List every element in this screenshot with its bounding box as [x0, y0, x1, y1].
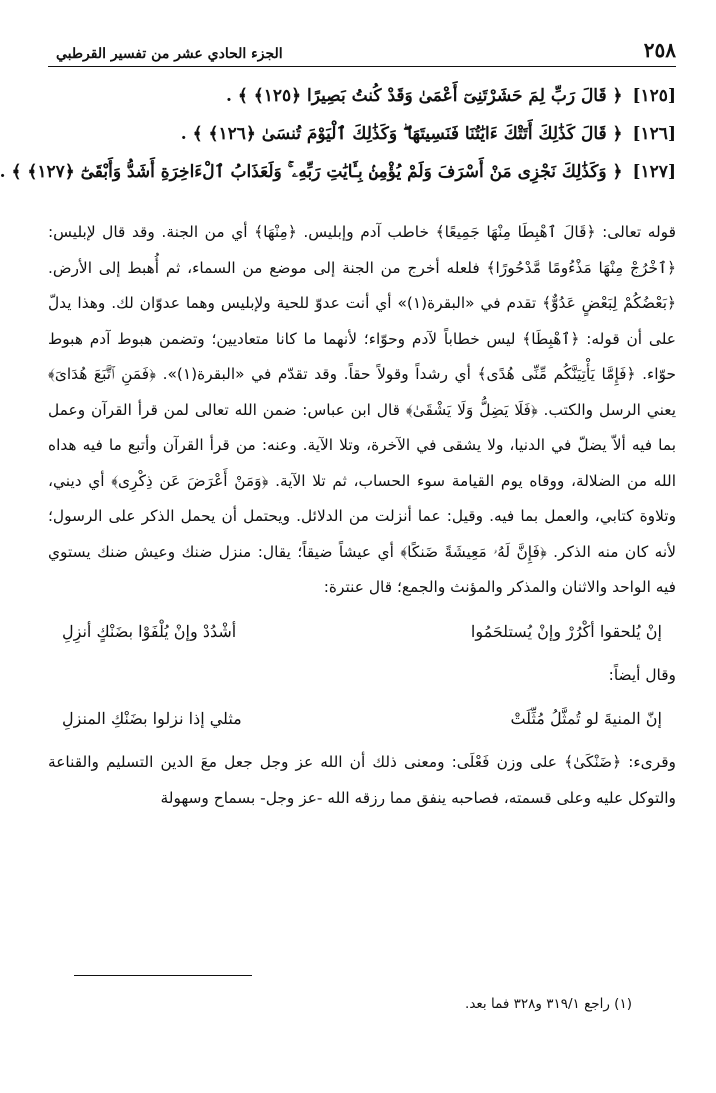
verse-text: ﴿ وَكَذَٰلِكَ نَجْزِى مَنْ أَسْرَفَ وَلَمْ يُؤْمِنۢ بِـَٔايَٰتِ رَبِّهِۦ ۚ وَلَعَذَابُ ٱلْءَاخِرَةِ أَشَدُّ وَأَبْقَىٰٓ ﴿١٢٧﴾ ﴾ . [0, 162, 623, 182]
verse-text: ﴿ قَالَ رَبِّ لِمَ حَشَرْتَنِىٓ أَعْمَىٰ وَقَدْ كُنتُ بَصِيرًا ﴿١٢٥﴾ ﴾ . [226, 86, 623, 106]
poem-hemistich-right: إنّ المنيةَ لو تُمثَّلُ مُثِّلَتْ [510, 709, 662, 728]
poem-hemistich-left: أشْدُدْ وإنْ يُلْفَوْا بضَنْكٍ أنزِلِ [62, 621, 237, 641]
verse-125 [48, 77, 676, 115]
verse-number: [١٢٦] [632, 124, 676, 144]
page [0, 38, 677, 816]
verse-text: ﴿ قَالَ كَذَٰلِكَ أَتَتْكَ ءَايَٰتُنَا فَنَسِيتَهَا ۖ وَكَذَٰلِكَ ٱلْيَوْمَ تُنسَىٰ ﴿١٢٦﴾ ﴾ . [180, 124, 623, 144]
poem-hemistich-right: إنْ يُلحقوا أكْرُرْ وإنْ يُستلحَمُوا [470, 621, 662, 641]
poem-verse-antara [48, 612, 676, 652]
verse-127 [0, 153, 676, 191]
verse-number: [١٢٧] [632, 162, 676, 182]
footnote: (١) راجع ٣١٩/١ و٣٢٨ فما بعد. [465, 996, 632, 1012]
connector-text: وقال أيضاً: [608, 665, 676, 684]
verses-block [0, 77, 676, 191]
verse-126 [48, 115, 676, 153]
verse-number: [١٢٥] [632, 86, 676, 106]
closing-paragraph: وقرىء: ﴿ضَنْكَىٰ﴾ على وزن فَعْلَى: ومعنى ذلك أن الله عز وجل جعل معَ الدين التسليم والقناعة والتوكل عليه وعلى قسمته، فصاحبه ينفق مما رزقه الله -عز وجل- بسماح وسهولة [48, 753, 676, 807]
page-number: ٢٥٨ [643, 38, 676, 62]
page-header [48, 38, 676, 67]
commentary-body [48, 215, 676, 816]
footnote-divider [74, 975, 252, 976]
poem-verse-second [48, 699, 676, 739]
running-title: الجزء الحادي عشر من تفسير القرطبي [56, 46, 283, 62]
poem-hemistich-left: مثلي إذا نزلوا بضَنْكِ المنزلِ [62, 709, 242, 728]
commentary-paragraph: قوله تعالى: ﴿قَالَ ٱهْبِطَا مِنْهَا جَمِيعًا﴾ خاطب آدم وإبليس. ﴿مِنْهَا﴾ أي من الجنة. وقد قال لإبليس: ﴿ٱخْرُجْ مِنْهَا مَذْءُومًا مَّدْحُورًا﴾ فلعله أخرج من الجنة إلى موضع من السماء، ثم أُهبط إلى الأرض. ﴿بَعْضُكُمْ لِبَعْضٍ عَدُوٌّ﴾ تقدم في «البقرة(١)» أي أنت عدوّ للحية ولإبليس وهما عدوّان لك. وهذا يدلّ على أن قوله: ﴿ٱهْبِطَا﴾ ليس خطاباً لآدم وحوّاء؛ لأنهما ما كانا متعاديين؛ وتضمن هبوط آدم هبوط حوّاء. ﴿فَإِمَّا يَأْتِيَنَّكُم مِّنِّى هُدًى﴾ أي رشداً وقولاً حقاً. وقد تقدّم في «البقرة(١)». ﴿فَمَنِ ٱتَّبَعَ هُدَاىَ﴾ يعني الرسل والكتب. ﴿فَلَا يَضِلُّ وَلَا يَشْقَىٰ﴾ قال ابن عباس: ضمن الله تعالى لمن قرأ القرآن وعمل بما فيه ألاّ يضلّ في الدنيا، ولا يشقى في الآخرة، وتلا الآية. وعنه: من قرأ القرآن وأتبع ما فيه هداه الله من الضلالة، ووقاه يوم القيامة سوء الحساب، ثم تلا الآية. ﴿وَمَنْ أَعْرَضَ عَن ذِكْرِى﴾ أي ديني، وتلاوة كتابي، والعمل بما فيه. وقيل: عما أنزلت من الدلائل. ويحتمل أن يحمل الذكر على الرسول؛ لأنه كان منه الذكر. ﴿فَإِنَّ لَهُۥ مَعِيشَةً ضَنكًا﴾ أي عيشاً ضيقاً؛ يقال: منزل ضنك وعيش ضنك يستوي فيه الواحد والاثنان والمذكر والمؤنث والجمع؛ قال عنترة: [48, 223, 677, 596]
